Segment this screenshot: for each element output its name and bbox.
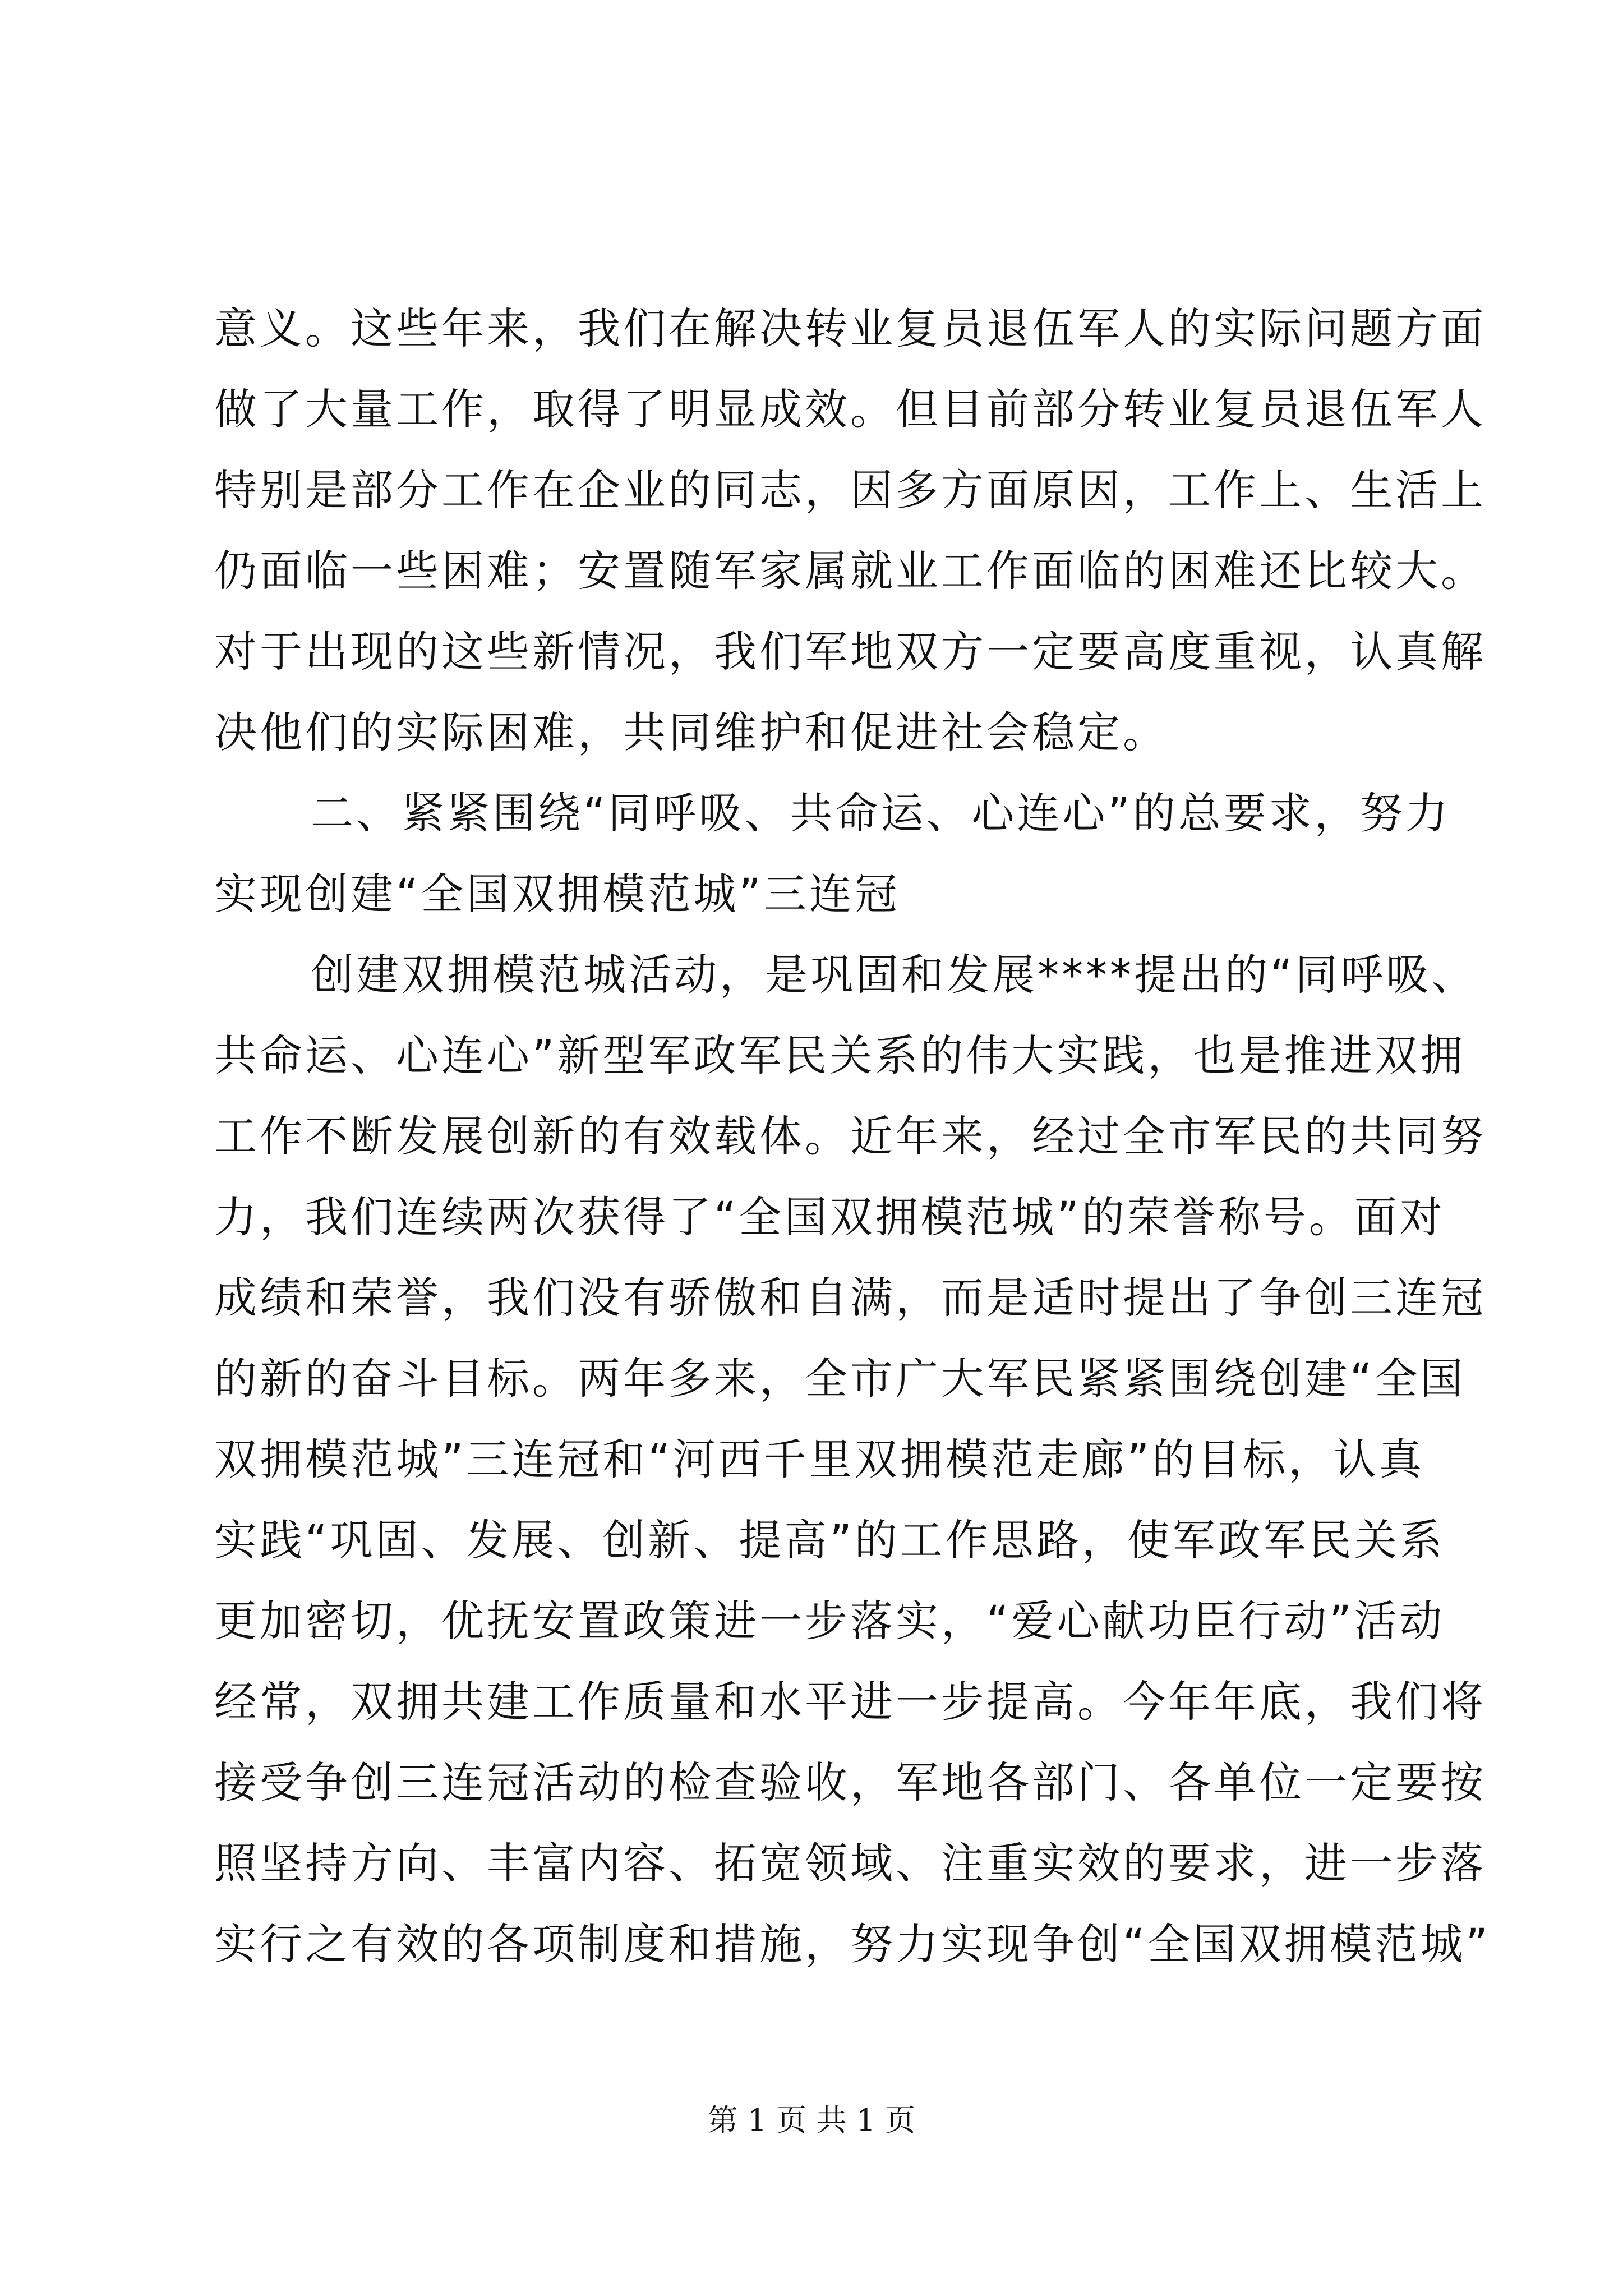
heading-line: 实现创建“全国双拥模范城”三连冠	[214, 869, 900, 919]
text-line: 做了大量工作，取得了明显成效。但目前部分转业复员退伍军人	[214, 384, 1486, 434]
text-line: 更加密切，优抚安置政策进一步落实，“爱心献功臣行动”活动	[214, 1596, 1445, 1646]
text-line: 仍面临一些困难；安置随军家属就业工作面临的困难还比较大。	[214, 546, 1486, 596]
text-line: 共命运、心连心”新型军政军民关系的伟大实践，也是推进双拥	[214, 1030, 1466, 1080]
text-line: 接受争创三连冠活动的检查验收，军地各部门、各单位一定要按	[214, 1757, 1486, 1807]
text-line: 照坚持方向、丰富内容、拓宽领域、注重实效的要求，进一步落	[214, 1838, 1486, 1888]
section-heading	[214, 773, 1451, 935]
document-body	[214, 288, 1491, 1985]
text-line: 实行之有效的各项制度和措施，努力实现争创“全国双拥模范城”	[214, 1919, 1491, 1969]
page-footer: 第 1 页 共 1 页	[707, 2102, 916, 2138]
text-line: 经常，双拥共建工作质量和水平进一步提高。今年年底，我们将	[214, 1677, 1486, 1727]
text-line: 成绩和荣誉，我们没有骄傲和自满，而是适时提出了争创三连冠	[214, 1273, 1486, 1323]
text-line: 工作不断发展创新的有效载体。近年来，经过全市军民的共同努	[214, 1111, 1486, 1161]
text-line: 创建双拥模范城活动，是巩固和发展****提出的“同呼吸、	[311, 950, 1477, 1000]
paragraph	[214, 935, 1491, 1985]
text-line: 双拥模范城”三连冠和“河西千里双拥模范走廊”的目标，认真	[214, 1434, 1425, 1484]
text-line: 对于出现的这些新情况，我们军地双方一定要高度重视，认真解	[214, 627, 1486, 677]
heading-line: 二、紧紧围绕“同呼吸、共命运、心连心”的总要求，努力	[311, 788, 1451, 838]
text-line: 的新的奋斗目标。两年多来，全市广大军民紧紧围绕创建“全国	[214, 1354, 1466, 1404]
text-line: 实践“巩固、发展、创新、提高”的工作思路，使军政军民关系	[214, 1515, 1445, 1565]
text-line: 意义。这些年来，我们在解决转业复员退伍军人的实际问题方面	[214, 303, 1486, 353]
paragraph	[214, 288, 1486, 773]
text-line: 特别是部分工作在企业的同志，因多方面原因，工作上、生活上	[214, 465, 1486, 515]
text-line: 决他们的实际困难，共同维护和促进社会稳定。	[214, 707, 1168, 757]
text-line: 力，我们连续两次获得了“全国双拥模范城”的荣誉称号。面对	[214, 1192, 1445, 1242]
